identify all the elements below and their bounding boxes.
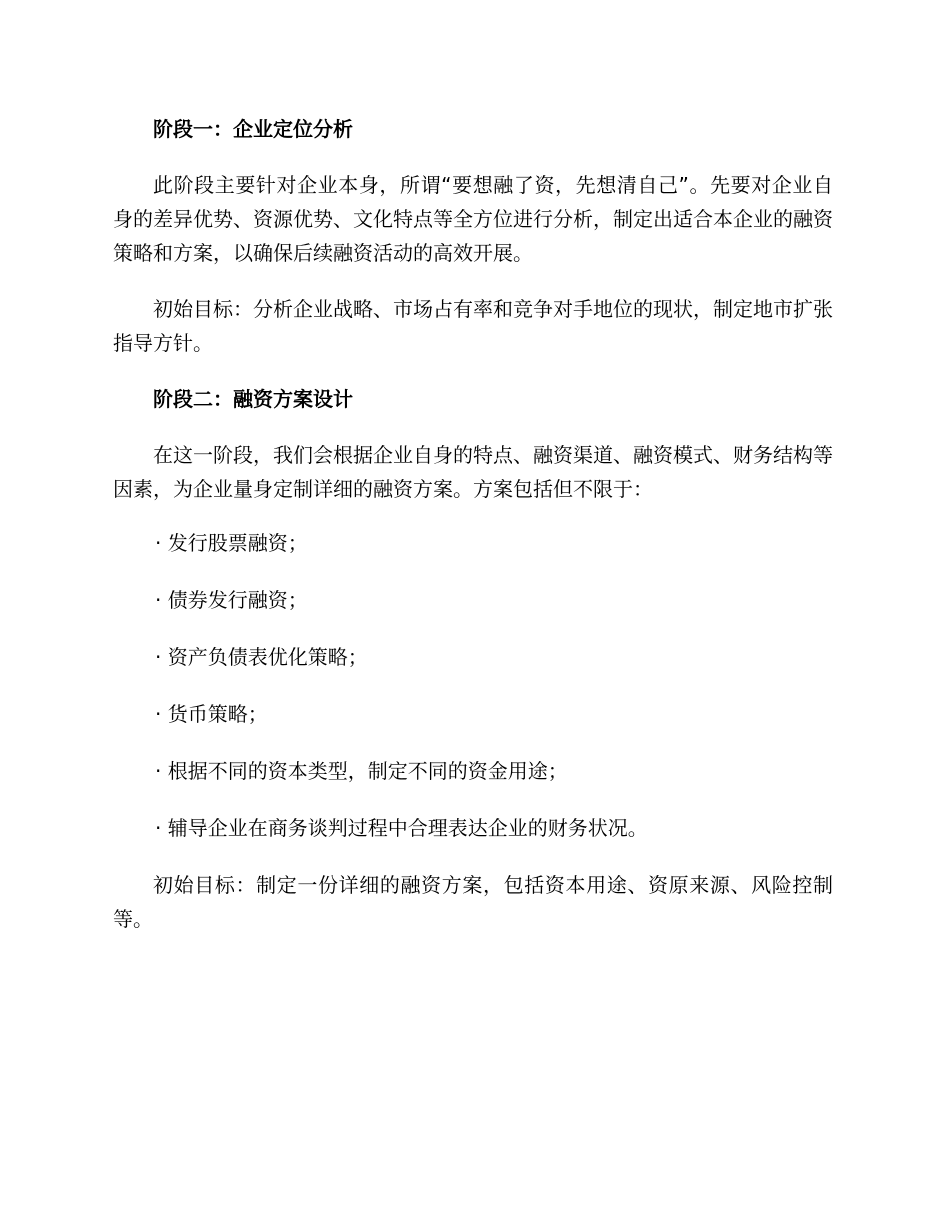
document-body <box>113 112 833 958</box>
section2-paragraph: 在这一阶段，我们会根据企业自身的特点、融资渠道、融资模式、财务结构等因素，为企业量身定制详细的融资方案。方案包括但不限于： <box>113 443 833 501</box>
list-item: · 货币策略； <box>155 702 268 726</box>
section2-heading: 阶段二：融资方案设计 <box>153 387 353 411</box>
section1-goal: 初始目标：分析企业战略、市场占有率和竞争对手地位的现状，制定地市扩张指导方针。 <box>113 297 833 355</box>
financing-methods-list <box>113 526 833 845</box>
list-item: · 债券发行融资； <box>155 588 308 612</box>
list-item: · 辅导企业在商务谈判过程中合理表达企业的财务状况。 <box>155 816 648 840</box>
list-item: · 资产负债表优化策略； <box>155 645 368 669</box>
list-item: · 发行股票融资； <box>155 531 308 555</box>
section1-heading: 阶段一：企业定位分析 <box>153 117 353 141</box>
section2-goal: 初始目标：制定一份详细的融资方案，包括资本用途、资原来源、风险控制等。 <box>113 873 833 931</box>
list-item: · 根据不同的资本类型，制定不同的资金用途； <box>155 759 568 783</box>
section1-paragraph: 此阶段主要针对企业本身，所谓“要想融了资，先想清自己”。先要对企业自身的差异优势、资源优势、文化特点等全方位进行分析，制定出适合本企业的融资策略和方案，以确保后续融资活动的高效开展。 <box>113 173 833 265</box>
